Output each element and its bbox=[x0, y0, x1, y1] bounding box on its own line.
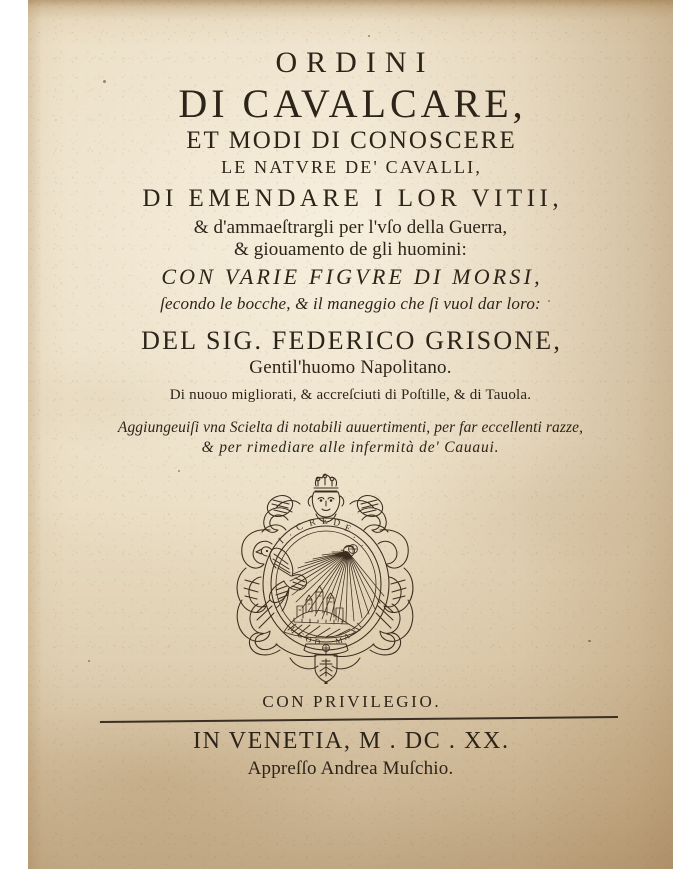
svg-text:.: . bbox=[285, 528, 294, 539]
title-line-giouamento: & giouamento de gli huomini: bbox=[234, 239, 467, 260]
paper-speck bbox=[588, 640, 591, 642]
title-line-di-cavalcare: DI CAVALCARE, bbox=[178, 81, 527, 126]
paper-speck bbox=[103, 80, 106, 83]
svg-text:E: E bbox=[342, 523, 352, 535]
edition-note-di-nuouo: Di nuouo migliorati, & accreſciuti di Poſtille, & di Tauola. bbox=[169, 387, 532, 403]
imprint-printer: Appreſſo Andrea Muſchio. bbox=[247, 758, 454, 779]
svg-text:O: O bbox=[304, 634, 313, 645]
subtitle-line-con-varie-figure: CON VARIE FIGVRE DI MORSI, bbox=[161, 264, 543, 289]
paper-speck bbox=[368, 35, 370, 37]
title-line-ammaestrargli: & d'ammaeſtrargli per l'vſo della Guerra, bbox=[193, 217, 508, 238]
title-line-le-nature: LE NATVRE DE' CAVALLI, bbox=[221, 157, 483, 177]
svg-text:A: A bbox=[342, 631, 352, 642]
svg-text:.: . bbox=[351, 531, 359, 541]
subtitle-line-secondo-le-bocche: ſecondo le bocche, & il maneggio che ſi vuol dar loro: bbox=[160, 294, 541, 313]
title-line-di-emendare: DI EMENDARE I LOR VITII, bbox=[142, 185, 564, 212]
svg-text:I: I bbox=[277, 536, 287, 547]
svg-text:D: D bbox=[332, 518, 341, 529]
imprint-privilege: CON PRIVILEGIO. bbox=[262, 692, 442, 711]
printers-device-emblem bbox=[232, 472, 418, 684]
imprint-place-and-date: IN VENETIA, M . DC . XX. bbox=[192, 728, 510, 754]
svg-text:M: M bbox=[334, 635, 344, 646]
svg-text:I: I bbox=[288, 624, 297, 634]
edition-note-per-rimediare: & per rimediare alle infermità de' Cauaui. bbox=[201, 439, 500, 456]
svg-text:E: E bbox=[321, 516, 329, 527]
paper-speck bbox=[178, 470, 180, 472]
title-line-ordini: ORDINI bbox=[275, 46, 435, 79]
paper-leaf bbox=[28, 0, 673, 869]
svg-text:.: . bbox=[358, 539, 368, 549]
printers-device-engraving bbox=[232, 472, 418, 684]
paper-speck bbox=[88, 660, 90, 662]
imprint-horizontal-rule bbox=[100, 716, 618, 723]
svg-text:X: X bbox=[349, 626, 359, 637]
author-name: DEL SIG. FEDERICO GRISONE, bbox=[141, 326, 563, 355]
svg-text:D: D bbox=[313, 637, 321, 647]
edition-note-aggiungeuisi: Aggiungeuiſi vna Scielta di notabili auuertimenti, per far eccellenti razze, bbox=[117, 419, 584, 436]
author-epithet: Gentil'huomo Napolitano. bbox=[249, 357, 452, 378]
svg-text:C: C bbox=[296, 629, 306, 641]
svg-text:C: C bbox=[294, 521, 306, 534]
svg-text:I: I bbox=[355, 621, 364, 630]
title-line-et-modi: ET MODI DI CONOSCERE bbox=[186, 127, 517, 154]
svg-text:R: R bbox=[308, 517, 317, 529]
